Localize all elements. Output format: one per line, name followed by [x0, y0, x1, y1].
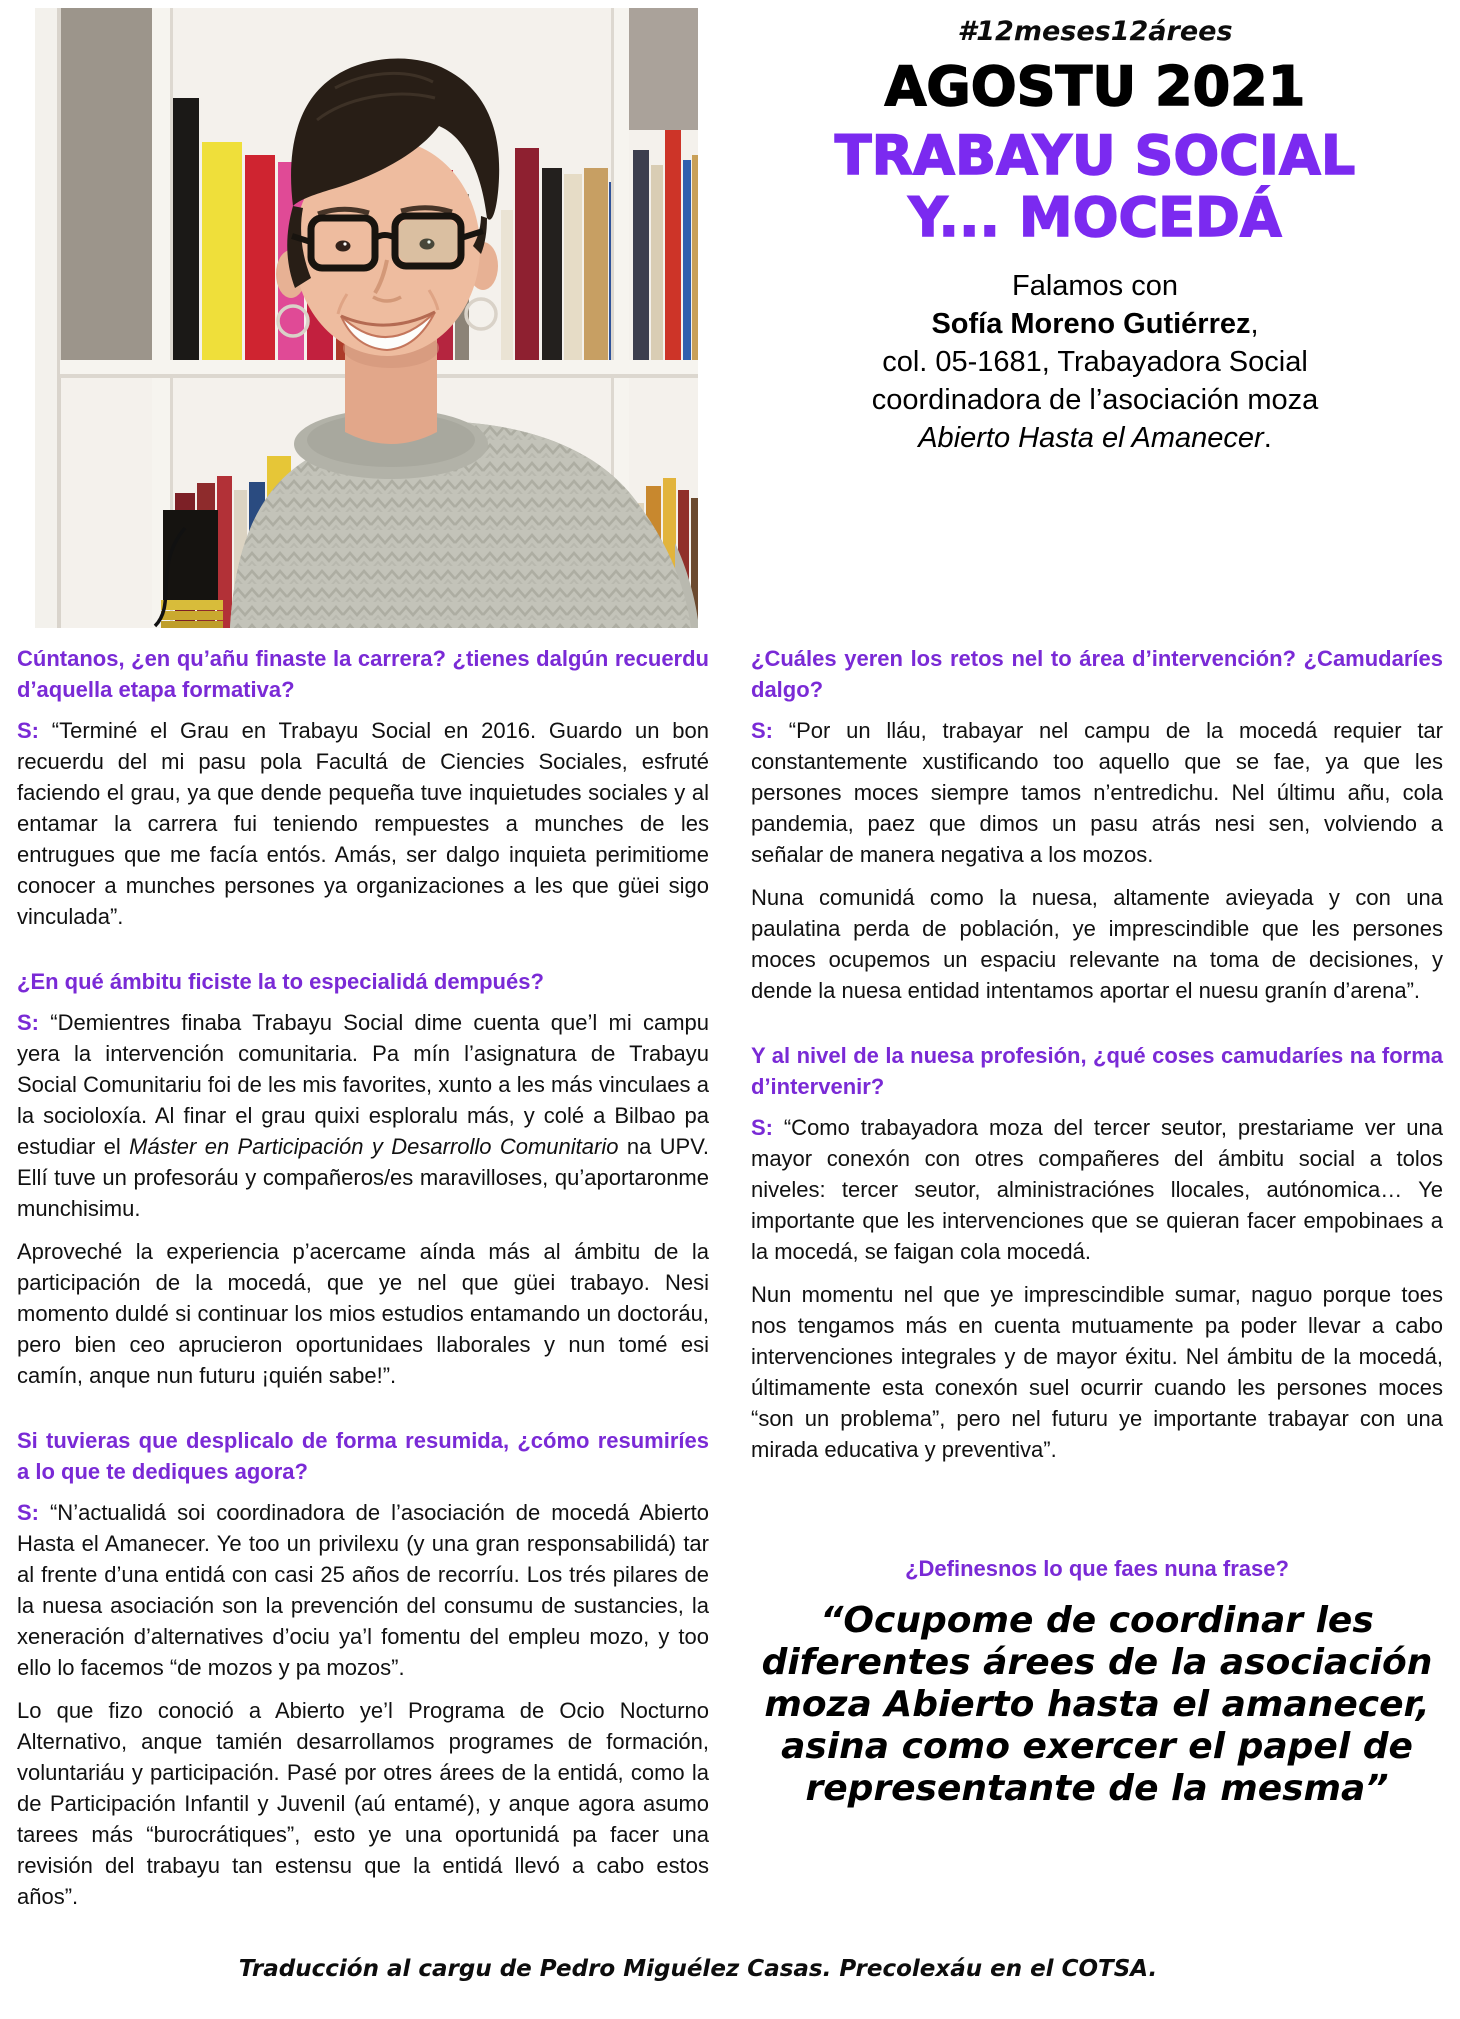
photo-illustration [35, 8, 698, 628]
page-title-line2: Y... MOCEDÁ [908, 186, 1282, 249]
interview-question [17, 643, 709, 705]
right-column [751, 643, 1443, 1810]
text-run: coordinadora de l’asociación moza [871, 384, 1319, 416]
text-run: Abierto Hasta el Amanecer [918, 422, 1264, 454]
books-top-right [633, 130, 698, 360]
text-run: Falamos con [1011, 270, 1178, 302]
text-run: Nun momentu nel que ye imprescindible sumar, naguo porque toes nos tengamos más en cuenta mutuamente pa poder llevar a cabo intervenciones integrales y de mayor éxitu. Nel ámbitu de la mocedá, últimamente esta conexón suel ocurrir cuando les persones moces “son un problema”, pero nel futuru ye importante trabayar con una mirada educativa y preventiva”. [751, 1282, 1443, 1462]
answer-paragraph [17, 1236, 709, 1391]
article-columns [17, 643, 1443, 1924]
text-run: S: [751, 718, 773, 743]
text-run: ¿Cuáles yeren los retos nel to área d’intervención? ¿Camudaríes dalgo? [751, 646, 1443, 702]
text-run: “N’actualidá soi coordinadora de l’asociación de mocedá Abierto Hasta el Amanecer. Ye too un privilexu (y una gran responsabilidá) tar al frente d’una entidá con casi 25 años de recorríu. Los trés pilares de la nuesa asociación son la prevención del consumu de sustancies, la xeneración d’alternatives d’ociu ya’l fomentu del empleu mozo, y too ello lo facemos “de mozos y pa mozos”. [17, 1500, 709, 1680]
text-run: S: [17, 1010, 39, 1035]
text-run: “Terminé el Grau en Trabayu Social en 2016. Guardo un bon recuerdu del mi pasu pola Facultá de Ciencies Sociales, esfruté faciendo el grau, ya que dende pequeña tuve inquietudes sociales y al entamar la carrera fui teniendo rempuestes a munches de les entrugues que me facía entós. Amás, ser dalgo inquieta perimitiome conocer a munches persones ya organizaciones a les que güei sigo vinculada”. [17, 718, 709, 929]
answer-paragraph [751, 1112, 1443, 1267]
text-run: “Por un lláu, trabayar nel campu de la mocedá requier tar constantemente xustificando too aquello que se fae, ya que les persones moces siempre tamos n’entredichu. Nel últimu añu, cola pandemia, paez que dimos un pasu atrás nesi sen, volviendo a señalar de manera negativa a los mozos. [751, 718, 1443, 867]
text-run: Nuna comunidá como la nuesa, altamente avieyada y con una paulatina perda de población, ye imprescindible que les persones moces ocupemos un espaciu relevante na toma de decisiones, y dende la nuesa entidad intentamos aportar el nuesu granín d’arena”. [751, 885, 1443, 1003]
intro-line [742, 305, 1448, 343]
text-run: na UPV. Ellí tuve un profesoráu y compañeros/es maravilloses, qu’aportaronme munchisimu. [17, 1134, 709, 1221]
intro-line [742, 419, 1448, 457]
intro-block [742, 267, 1448, 457]
interview-question [751, 643, 1443, 705]
text-run: Sofía Moreno Gutiérrez [931, 308, 1251, 340]
text-run: S: [751, 1115, 773, 1140]
text-run: Y al nivel de la nuesa profesión, ¿qué coses camudaríes na forma d’intervenir? [751, 1043, 1443, 1099]
text-run: col. 05-1681, Trabayadora Social [882, 346, 1308, 378]
answer-paragraph [17, 1695, 709, 1912]
left-column [17, 643, 709, 1924]
interview-question [17, 1425, 709, 1487]
issue-title: AGOSTU 2021 [884, 55, 1306, 118]
answer-paragraph [17, 1007, 709, 1224]
header [742, 16, 1448, 457]
interview-question [17, 966, 709, 997]
text-run: , [1250, 308, 1259, 340]
interviewee-photo [35, 8, 698, 628]
answer-paragraph [17, 715, 709, 932]
text-run: . [1263, 422, 1272, 454]
text-run: ¿En qué ámbitu ficiste la to especialidá dempués? [17, 969, 544, 994]
text-run: “Ocupome de coordinar les diferentes árees de la asociación moza Abierto hasta el amanecer, asina como exercer el papel de representante de la mesma” [761, 1600, 1433, 1809]
answer-paragraph [751, 1279, 1443, 1465]
text-run: Si tuvieras que desplicalo de forma resumida, ¿cómo resumiríes a lo que te dediques agora? [17, 1428, 709, 1484]
intro-line [742, 343, 1448, 381]
answer-paragraph [751, 882, 1443, 1006]
text-run: “Demientres finaba Trabayu Social dime cuenta que’l mi campu yera la intervención comunitaria. Pa mín l’asignatura de Trabayu Social Comunitariu foi de les mis favorites, xunto a les más vinculaes a la socioloxía. Al finar el grau quixi esploralu más, y colé a Bilbao pa estudiar el [17, 1010, 709, 1159]
centered-question [751, 1553, 1443, 1584]
text-run: S: [17, 1500, 39, 1525]
answer-paragraph [17, 1497, 709, 1683]
text-run: ¿Definesnos lo que faes nuna frase? [905, 1556, 1289, 1581]
intro-line [742, 381, 1448, 419]
intro-line [742, 267, 1448, 305]
text-run: S: [17, 718, 39, 743]
hashtag: #12meses12árees [957, 16, 1233, 47]
page-title-line1: TRABAYU SOCIAL [834, 124, 1356, 187]
pull-quote [757, 1600, 1437, 1810]
footer-credit: Traducción al cargu de Pedro Miguélez Casas. Precolexáu en el COTSA. [238, 1956, 1158, 1982]
text-run: Aproveché la experiencia p’acercame aínda más al ámbitu de la participación de la mocedá, que ye nel que güei trabayo. Nesi momento duldé si continuar los mios estudios entamando un doctoráu, pero bien ceo aprucieron oportunidaes llaborales y nun tomé esi camín, anque nun futuru ¡quién sabe!”. [17, 1239, 709, 1388]
text-run: “Como trabayadora moza del tercer seutor, prestariame ver una mayor conexón con otres compañeres del ámbitu social a tolos niveles: tercer seutor, alministraciónes llocales, autónomica… Ye importante que les intervenciones que se quieran facer empobinaes a la mocedá, se faigan cola mocedá. [751, 1115, 1443, 1264]
text-run: Cúntanos, ¿en qu’añu finaste la carrera? ¿tienes dalgún recuerdu d’aquella etapa formativa? [17, 646, 709, 702]
answer-paragraph [751, 715, 1443, 870]
interview-question [751, 1040, 1443, 1102]
text-run: Lo que fizo conoció a Abierto ye’l Programa de Ocio Nocturno Alternativo, anque tamién desarrollamos programes de formación, voluntariáu y participación. Pasé por otres árees de la entidá, como la de Participación Infantil y Juvenil (aú entamé), y anque agora asumo tarees más “burocrátiques”, esto ye una oportunidá pa facer una revisión del trabayu tan estensu que la entidá llevó a cabo estos años”. [17, 1698, 709, 1909]
text-run: Máster en Participación y Desarrollo Comunitario [129, 1134, 619, 1159]
